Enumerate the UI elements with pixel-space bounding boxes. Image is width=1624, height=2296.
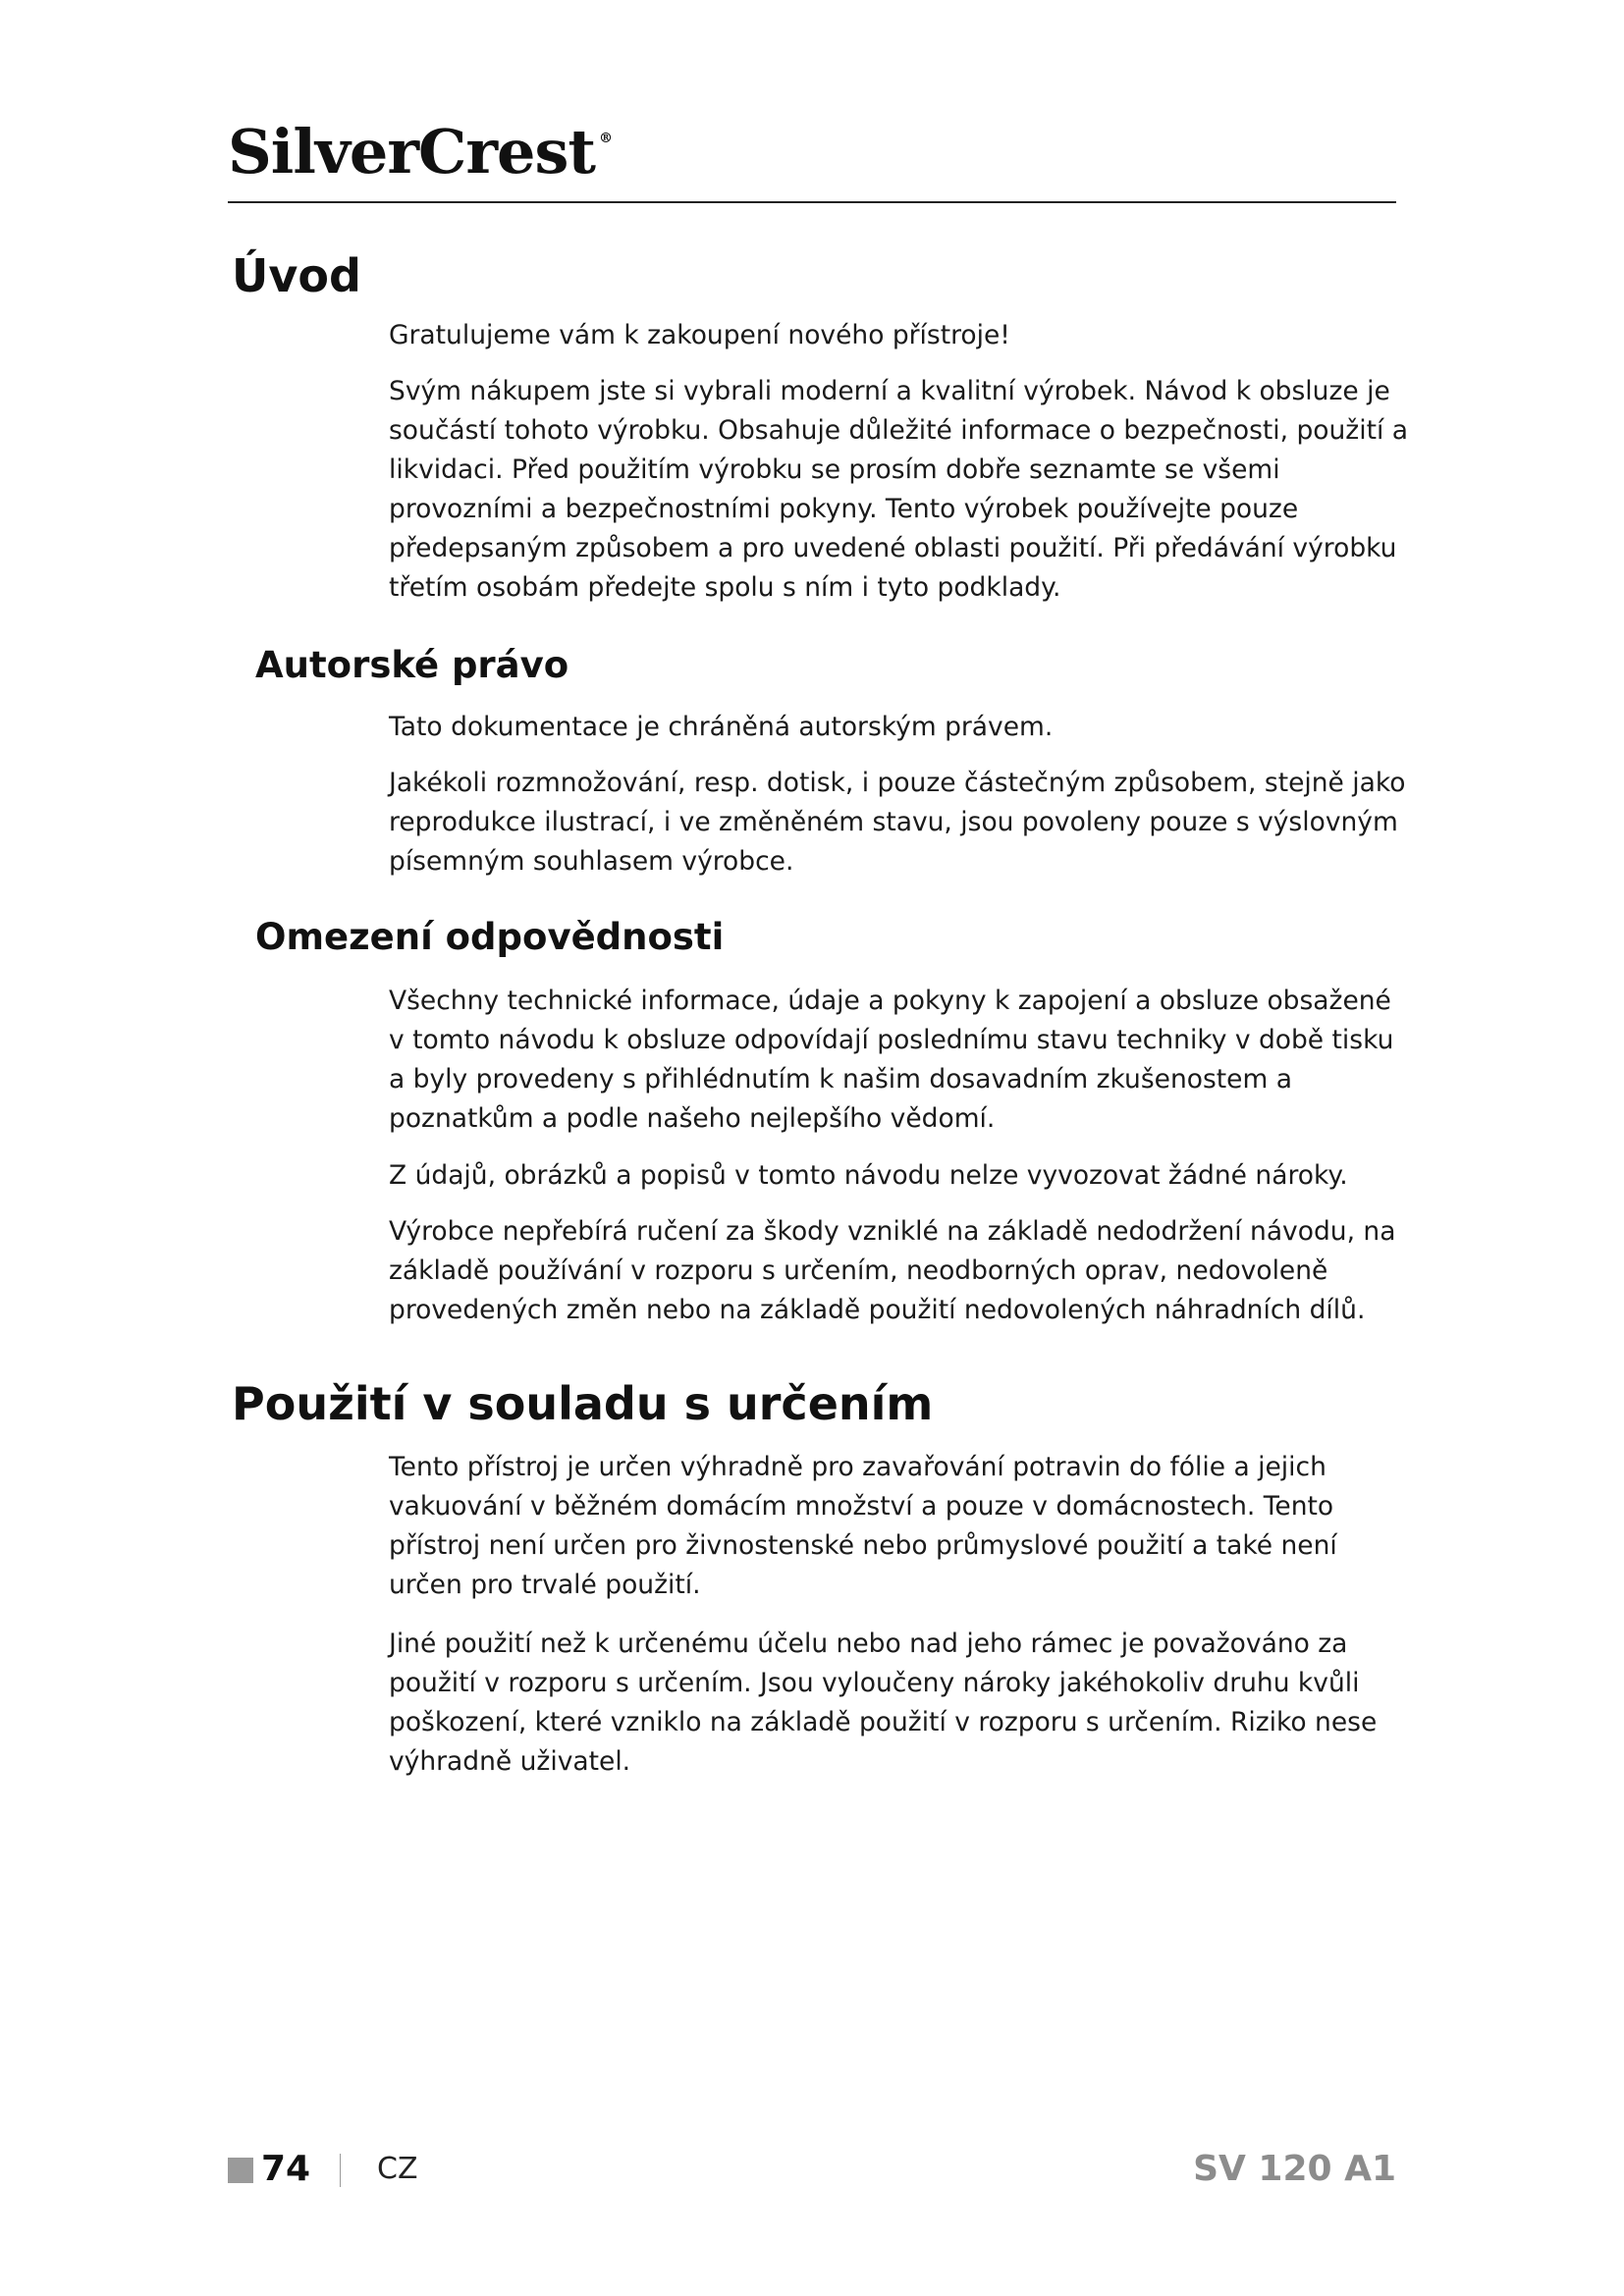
uvod-paragraph-1: Gratulujeme vám k zakoupení nového přístroje! <box>389 320 1010 350</box>
heading-omezeni-odpovednosti: Omezení odpovědnosti <box>255 916 725 958</box>
autorske-paragraph-1: Tato dokumentace je chráněná autorským právem. <box>389 712 1054 742</box>
heading-autorske-pravo: Autorské právo <box>255 644 569 686</box>
header-rule <box>228 201 1396 203</box>
heading-pouziti-v-souladu: Použití v souladu s určením <box>232 1377 934 1430</box>
omezeni-paragraph-2: Z údajů, obrázků a popisů v tomto návodu nelze vyvozovat žádné nároky. <box>389 1160 1348 1191</box>
footer-square-marker <box>228 2158 253 2183</box>
registered-mark: ® <box>599 131 613 146</box>
language-code: CZ <box>377 2152 418 2186</box>
pouziti-paragraph-2: Jiné použití než k určenému účelu nebo nad jeho rámec je považováno za použití v rozporu s určením. Jsou vyloučeny nároky jakéhokoliv druhu kvůli poškození, které vzniklo na základě použití v rozporu s určením. Riziko nese výhradně uživatel. <box>389 1629 1378 1777</box>
brand-name: SilverCrest <box>228 116 596 187</box>
omezeni-paragraph-3: Výrobce nepřebírá ručení za škody vzniklé na základě nedodržení návodu, na základě používání v rozporu s určením, neodborných oprav, nedovoleně provedených změn nebo na základě použití nedovolených náhradních dílů. <box>389 1216 1396 1325</box>
page-number: 74 <box>261 2149 311 2189</box>
brand-logo <box>228 116 613 187</box>
heading-uvod: Úvod <box>232 249 361 302</box>
autorske-paragraph-2: Jakékoli rozmnožování, resp. dotisk, i pouze částečným způsobem, stejně jako reprodukce ilustrací, i ve změněném stavu, jsou povoleny pouze s výslovným písemným souhlasem výrobce. <box>389 768 1406 877</box>
model-number: SV 120 A1 <box>1193 2149 1396 2189</box>
uvod-paragraph-2: Svým nákupem jste si vybrali moderní a kvalitní výrobek. Návod k obsluze je součástí tohoto výrobku. Obsahuje důležité informace o bezpečnosti, použití a likvidaci. Před použitím výrobku se prosím dobře seznamte se všemi provozními a bezpečnostními pokyny. Tento výrobek používejte pouze předepsaným způsobem a pro uvedené oblasti použití. Při předávání výrobku třetím osobám předejte spolu s ním i tyto podklady. <box>389 376 1408 603</box>
omezeni-paragraph-1: Všechny technické informace, údaje a pokyny k zapojení a obsluze obsažené v tomto návodu k obsluze odpovídají poslednímu stavu techniky v době tisku a byly provedeny s přihlédnutím k našim dosavadním zkušenostem a poznatkům a podle našeho nejlepšího vědomí. <box>389 986 1394 1134</box>
pouziti-paragraph-1: Tento přístroj je určen výhradně pro zavařování potravin do fólie a jejich vakuování v běžném domácím množství a pouze v domácnostech. Tento přístroj není určen pro živnostenské nebo průmyslové použití a také není určen pro trvalé použití. <box>389 1452 1337 1600</box>
footer-divider <box>340 2154 341 2187</box>
